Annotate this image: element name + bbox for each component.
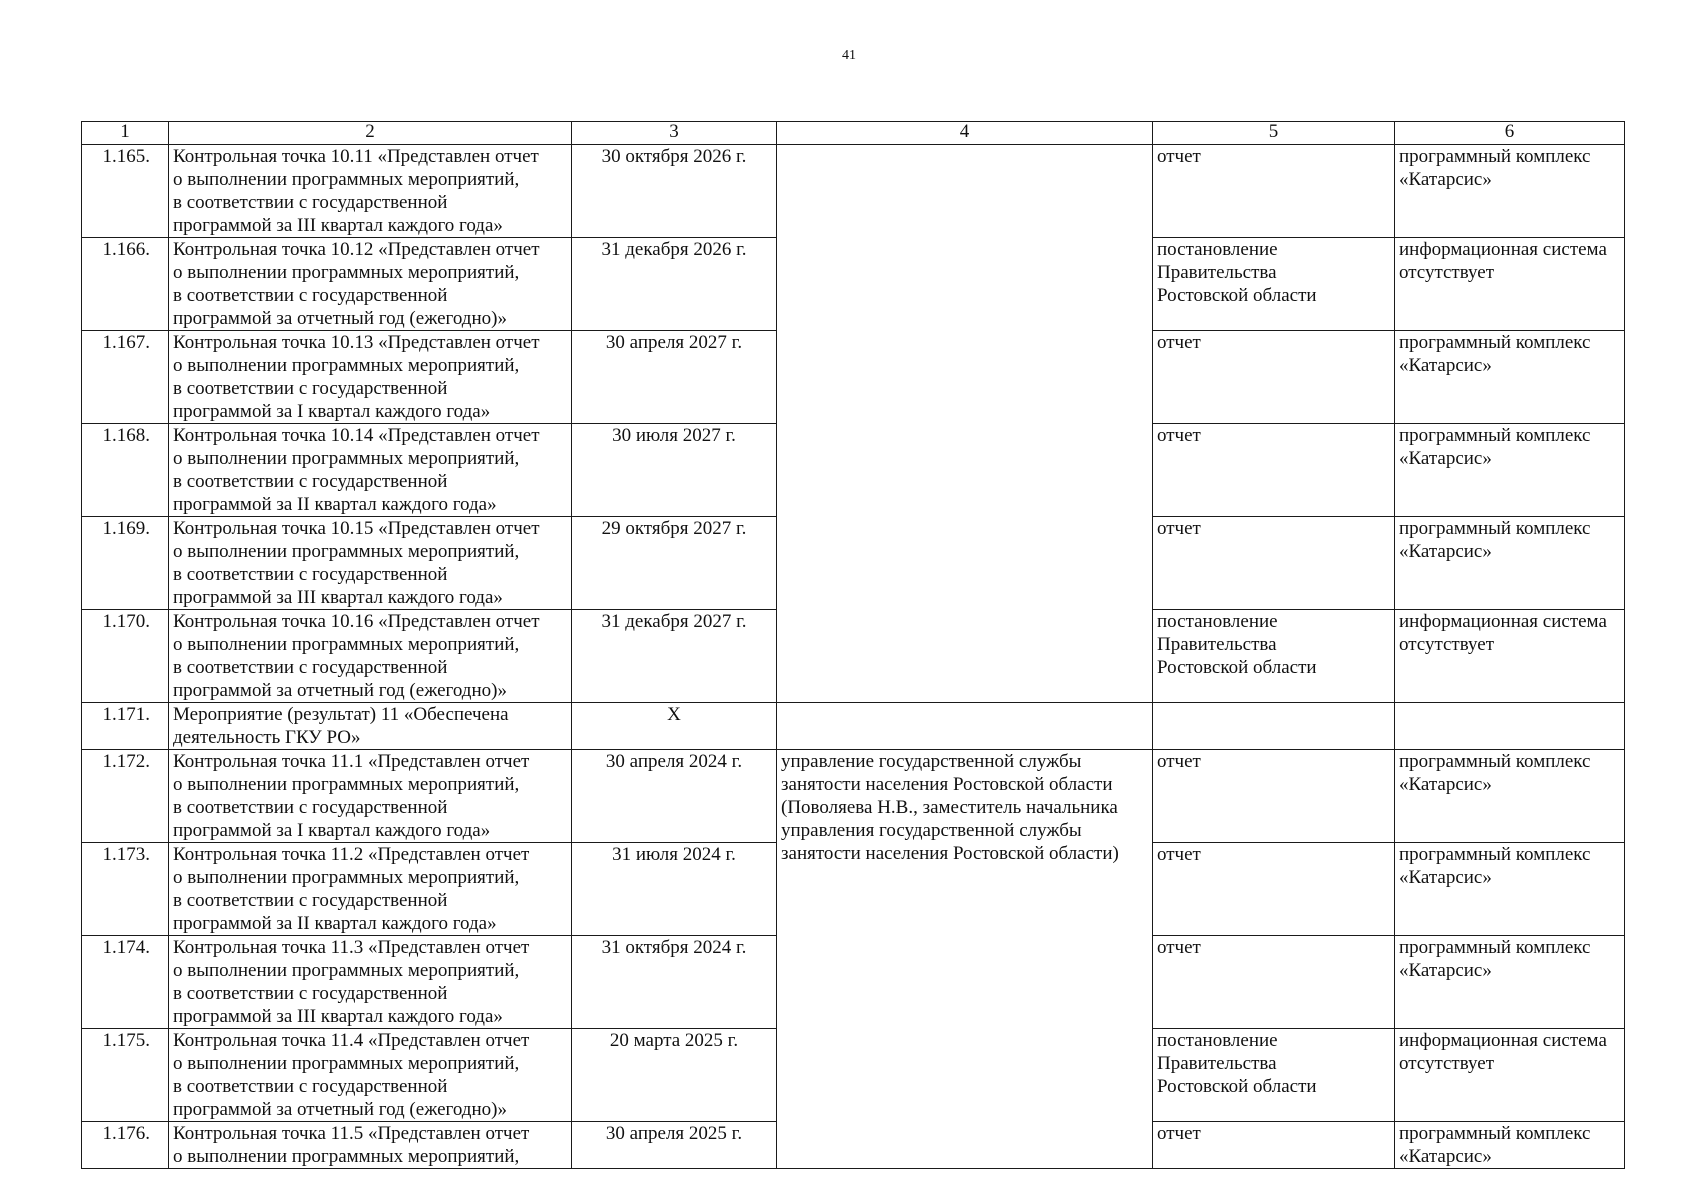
row-system: информационная система отсутствует bbox=[1395, 610, 1625, 703]
row-number: 1.176. bbox=[82, 1122, 169, 1169]
row-system: программный комплекс «Катарсис» bbox=[1395, 331, 1625, 424]
row-description: Контрольная точка 10.11 «Представлен отчет о выполнении программных мероприятий, в соответствии с государственной программой за III квартал каждого года» bbox=[169, 145, 572, 238]
row-date: 31 июля 2024 г. bbox=[572, 843, 777, 936]
column-header: 6 bbox=[1395, 122, 1625, 145]
column-header: 3 bbox=[572, 122, 777, 145]
row-date: 31 октября 2024 г. bbox=[572, 936, 777, 1029]
control-points-table bbox=[81, 121, 1625, 1169]
row-number: 1.171. bbox=[82, 703, 169, 750]
row-description: Контрольная точка 11.1 «Представлен отчет о выполнении программных мероприятий, в соответствии с государственной программой за I квартал каждого года» bbox=[169, 750, 572, 843]
table-row bbox=[82, 145, 1625, 238]
row-document: отчет bbox=[1153, 750, 1395, 843]
row-system: программный комплекс «Катарсис» bbox=[1395, 936, 1625, 1029]
table-row bbox=[82, 703, 1625, 750]
row-date: 31 декабря 2027 г. bbox=[572, 610, 777, 703]
row-number: 1.170. bbox=[82, 610, 169, 703]
row-document: отчет bbox=[1153, 517, 1395, 610]
row-description: Контрольная точка 11.2 «Представлен отчет о выполнении программных мероприятий, в соответствии с государственной программой за II квартал каждого года» bbox=[169, 843, 572, 936]
row-date: 30 апреля 2025 г. bbox=[572, 1122, 777, 1169]
row-document: отчет bbox=[1153, 145, 1395, 238]
row-number: 1.166. bbox=[82, 238, 169, 331]
row-number: 1.175. bbox=[82, 1029, 169, 1122]
row-document: отчет bbox=[1153, 331, 1395, 424]
row-system: информационная система отсутствует bbox=[1395, 238, 1625, 331]
row-description: Контрольная точка 10.15 «Представлен отчет о выполнении программных мероприятий, в соответствии с государственной программой за III квартал каждого года» bbox=[169, 517, 572, 610]
row-responsible-empty bbox=[777, 145, 1153, 703]
row-number: 1.167. bbox=[82, 331, 169, 424]
column-header: 2 bbox=[169, 122, 572, 145]
row-date: 29 октября 2027 г. bbox=[572, 517, 777, 610]
row-description: Контрольная точка 10.13 «Представлен отчет о выполнении программных мероприятий, в соответствии с государственной программой за I квартал каждого года» bbox=[169, 331, 572, 424]
row-description: Контрольная точка 11.4 «Представлен отчет о выполнении программных мероприятий, в соответствии с государственной программой за отчетный год (ежегодно)» bbox=[169, 1029, 572, 1122]
row-system bbox=[1395, 703, 1625, 750]
row-document: отчет bbox=[1153, 424, 1395, 517]
row-system: информационная система отсутствует bbox=[1395, 1029, 1625, 1122]
column-header: 5 bbox=[1153, 122, 1395, 145]
row-number: 1.173. bbox=[82, 843, 169, 936]
row-system: программный комплекс «Катарсис» bbox=[1395, 1122, 1625, 1169]
row-document: отчет bbox=[1153, 843, 1395, 936]
row-description: Мероприятие (результат) 11 «Обеспечена деятельность ГКУ РО» bbox=[169, 703, 572, 750]
row-document: постановление Правительства Ростовской области bbox=[1153, 1029, 1395, 1122]
page-number: 41 bbox=[842, 48, 856, 63]
row-description: Контрольная точка 11.5 «Представлен отчет о выполнении программных мероприятий, bbox=[169, 1122, 572, 1169]
row-date: 30 октября 2026 г. bbox=[572, 145, 777, 238]
row-description: Контрольная точка 11.3 «Представлен отчет о выполнении программных мероприятий, в соответствии с государственной программой за III квартал каждого года» bbox=[169, 936, 572, 1029]
row-system: программный комплекс «Катарсис» bbox=[1395, 750, 1625, 843]
row-system: программный комплекс «Катарсис» bbox=[1395, 843, 1625, 936]
column-header: 4 bbox=[777, 122, 1153, 145]
row-responsible-empty bbox=[777, 703, 1153, 750]
row-description: Контрольная точка 10.14 «Представлен отчет о выполнении программных мероприятий, в соответствии с государственной программой за II квартал каждого года» bbox=[169, 424, 572, 517]
row-system: программный комплекс «Катарсис» bbox=[1395, 424, 1625, 517]
row-date: 30 июля 2027 г. bbox=[572, 424, 777, 517]
table-header-row bbox=[82, 122, 1625, 145]
row-date: 30 апреля 2027 г. bbox=[572, 331, 777, 424]
column-header: 1 bbox=[82, 122, 169, 145]
row-document: постановление Правительства Ростовской области bbox=[1153, 238, 1395, 331]
row-number: 1.165. bbox=[82, 145, 169, 238]
table-row bbox=[82, 750, 1625, 843]
row-responsible: управление государственной службы занятости населения Ростовской области (Поволяева Н.В., заместитель начальника управления государственной службы занятости населения Ростовской области) bbox=[777, 750, 1153, 1169]
row-system: программный комплекс «Катарсис» bbox=[1395, 145, 1625, 238]
row-document: постановление Правительства Ростовской области bbox=[1153, 610, 1395, 703]
row-number: 1.168. bbox=[82, 424, 169, 517]
row-description: Контрольная точка 10.16 «Представлен отчет о выполнении программных мероприятий, в соответствии с государственной программой за отчетный год (ежегодно)» bbox=[169, 610, 572, 703]
row-system: программный комплекс «Катарсис» bbox=[1395, 517, 1625, 610]
row-document bbox=[1153, 703, 1395, 750]
row-number: 1.174. bbox=[82, 936, 169, 1029]
row-number: 1.172. bbox=[82, 750, 169, 843]
row-date: 30 апреля 2024 г. bbox=[572, 750, 777, 843]
row-description: Контрольная точка 10.12 «Представлен отчет о выполнении программных мероприятий, в соответствии с государственной программой за отчетный год (ежегодно)» bbox=[169, 238, 572, 331]
row-date: X bbox=[572, 703, 777, 750]
row-date: 20 марта 2025 г. bbox=[572, 1029, 777, 1122]
row-document: отчет bbox=[1153, 936, 1395, 1029]
row-number: 1.169. bbox=[82, 517, 169, 610]
row-date: 31 декабря 2026 г. bbox=[572, 238, 777, 331]
row-document: отчет bbox=[1153, 1122, 1395, 1169]
